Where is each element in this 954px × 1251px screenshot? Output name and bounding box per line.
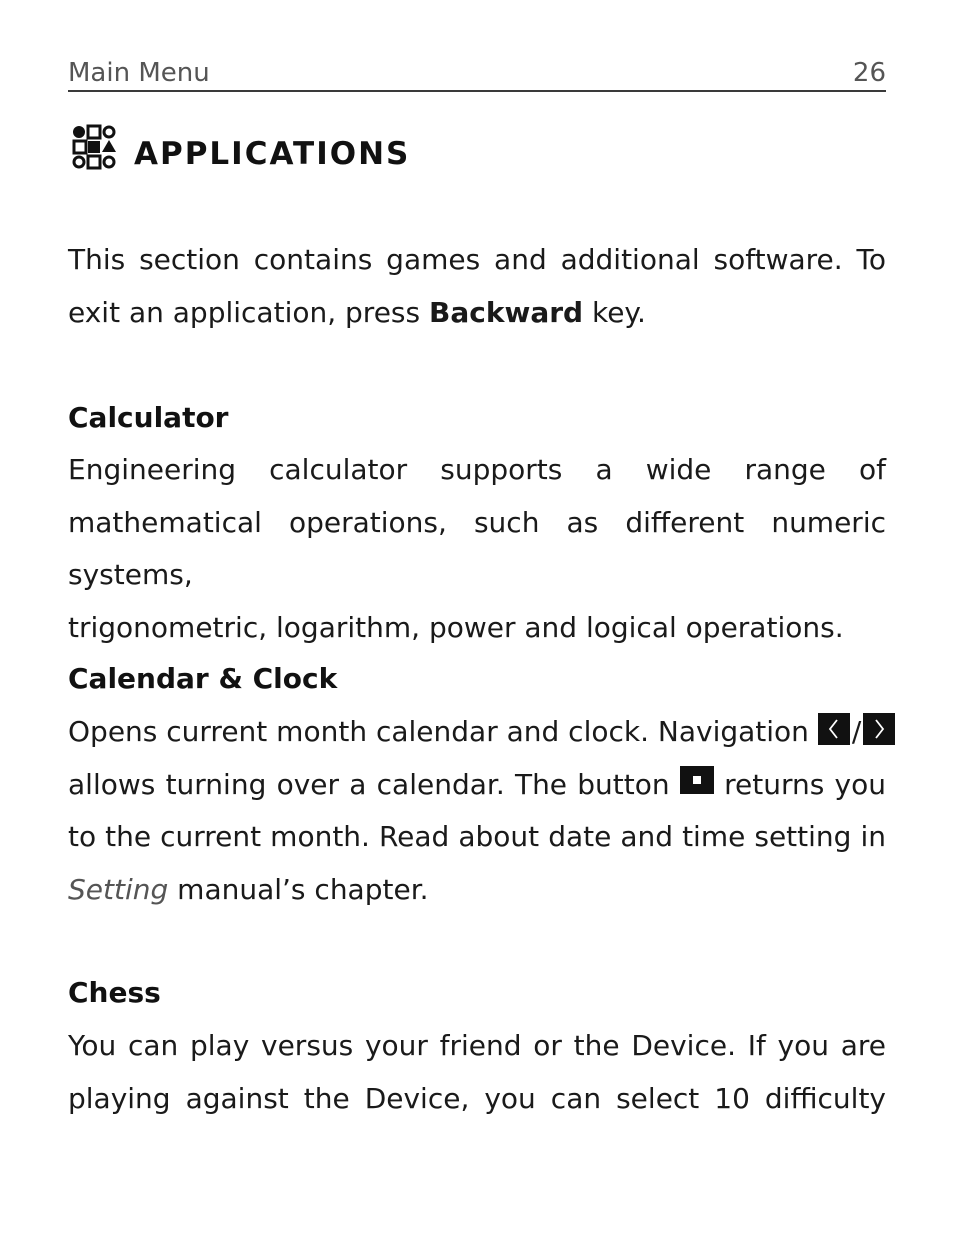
running-header bbox=[68, 56, 886, 92]
left-key-icon bbox=[818, 713, 850, 745]
section-heading bbox=[68, 120, 886, 180]
calendar-paragraph bbox=[68, 706, 886, 916]
applications-icon bbox=[72, 124, 118, 170]
intro-line-1: This section contains games and additional software. To bbox=[68, 243, 886, 276]
calendar-text-2a: allows turning over a calendar. The button bbox=[68, 767, 670, 801]
header-page-number: 26 bbox=[852, 58, 886, 88]
calendar-text-1: Opens current month calendar and clock. Navigation bbox=[68, 715, 809, 748]
section-title: APPLICATIONS bbox=[134, 136, 411, 172]
intro-text-end: key. bbox=[583, 295, 646, 329]
intro-line-2 bbox=[68, 287, 886, 340]
calendar-line-1 bbox=[68, 706, 886, 759]
calendar-line-3: to the current month. Read about date and time setting in bbox=[68, 820, 886, 853]
calculator-line-2: mathematical operations, such as different numeric systems, bbox=[68, 505, 886, 591]
calculator-heading: Calculator bbox=[68, 401, 229, 434]
calculator-paragraph bbox=[68, 444, 886, 654]
ok-key-icon bbox=[680, 766, 714, 794]
chess-heading: Chess bbox=[68, 976, 161, 1009]
chess-line-2: playing against the Device, you can select 10 difficulty bbox=[68, 1081, 886, 1115]
intro-paragraph bbox=[68, 234, 886, 339]
chess-paragraph bbox=[68, 1020, 886, 1125]
slash-separator: / bbox=[851, 715, 862, 748]
calendar-line-4 bbox=[68, 864, 886, 917]
calculator-line-1: Engineering calculator supports a wide range of bbox=[68, 453, 886, 486]
calendar-heading: Calendar & Clock bbox=[68, 662, 338, 695]
setting-chapter-ref: Setting bbox=[68, 872, 169, 906]
calendar-text-4: manual’s chapter. bbox=[168, 872, 429, 906]
calendar-line-2 bbox=[68, 759, 886, 812]
header-section-name: Main Menu bbox=[68, 58, 210, 88]
calendar-text-2b: returns you bbox=[724, 767, 886, 801]
right-key-icon bbox=[863, 713, 895, 745]
calculator-line-3: trigonometric, logarithm, power and logical operations. bbox=[68, 610, 844, 644]
intro-text: exit an application, press bbox=[68, 295, 429, 329]
chess-line-1: You can play versus your friend or the Device. If you are bbox=[68, 1029, 886, 1062]
backward-key-name: Backward bbox=[429, 295, 584, 329]
